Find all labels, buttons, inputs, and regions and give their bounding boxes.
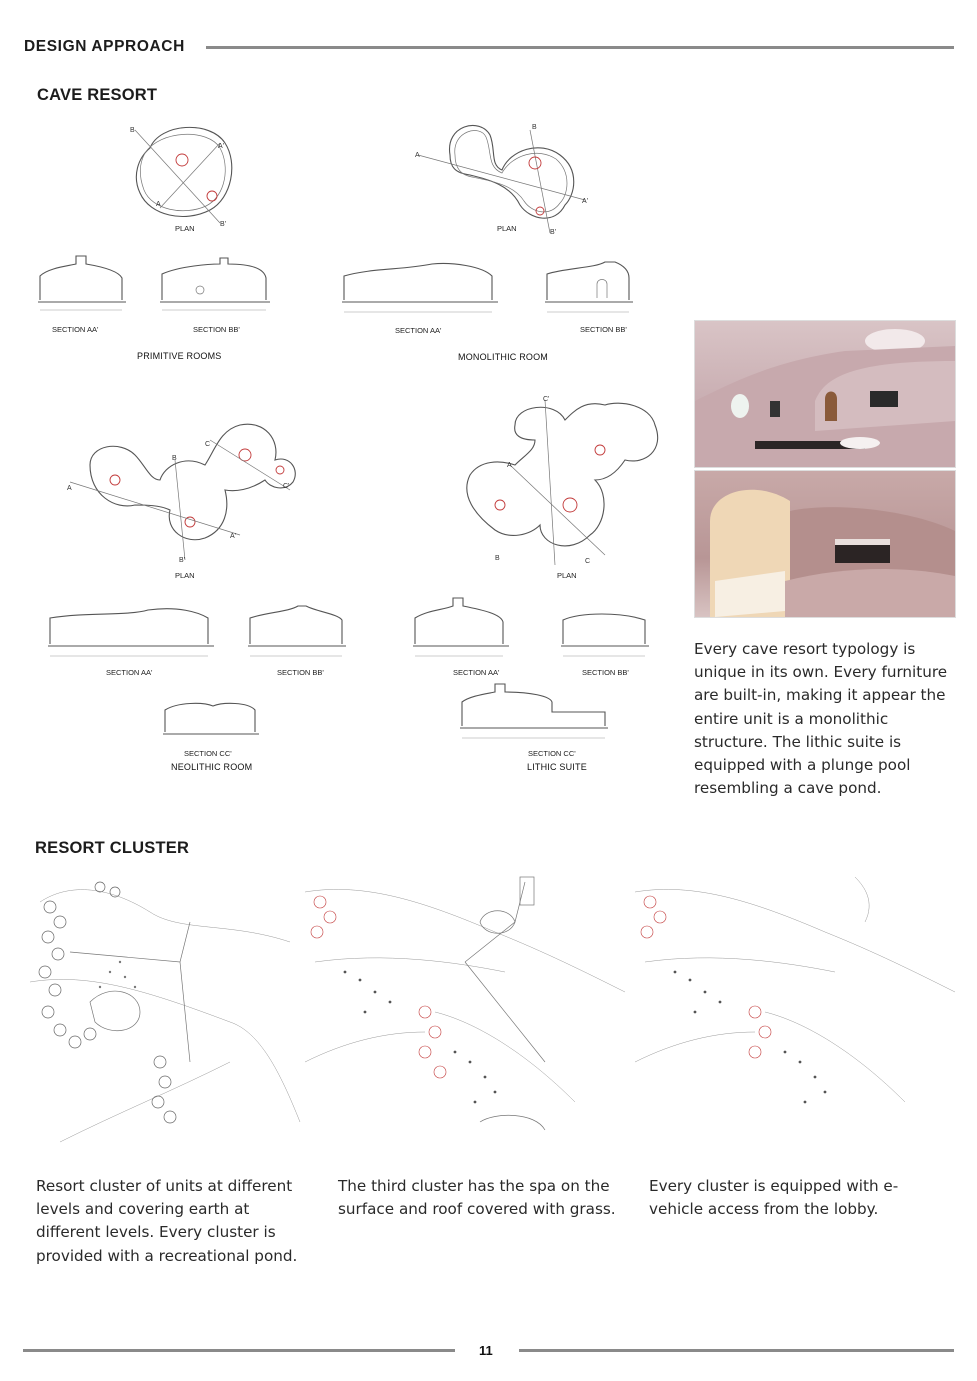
neolithic-section-bb-label: SECTION BB': [277, 668, 324, 677]
cluster-caption-2: The third cluster has the spa on the surface and roof covered with grass.: [338, 1177, 616, 1219]
neolithic-section-aa-drawing: [48, 602, 218, 664]
neolithic-section-bb-drawing: [248, 602, 348, 664]
cluster-site-plan-2: [305, 862, 625, 1152]
primitive-rooms-plan-drawing: [120, 118, 250, 228]
cluster-caption-3: Every cluster is equipped with e-vehicle access from the lobby.: [649, 1177, 899, 1219]
monolithic-section-aa-label: SECTION AA': [395, 326, 442, 335]
cave-resort-title: CAVE RESORT: [37, 86, 158, 104]
svg-text:B: B: [532, 124, 537, 131]
resort-cluster-title: RESORT CLUSTER: [35, 839, 190, 857]
primitive-section-aa-label: SECTION AA': [52, 325, 99, 334]
svg-text:A': A': [582, 198, 589, 205]
svg-text:B: B: [495, 555, 500, 562]
lithic-plan-label: PLAN: [557, 571, 577, 580]
svg-text:C: C: [205, 441, 211, 448]
lithic-suite-label: LITHIC SUITE: [527, 762, 587, 772]
footer-rule-right: [519, 1349, 954, 1352]
svg-text:A: A: [67, 485, 72, 492]
lithic-section-aa-drawing: [413, 596, 513, 666]
interior-render-living: [694, 320, 956, 468]
svg-text:C': C': [543, 396, 550, 403]
lithic-section-bb-drawing: [561, 604, 651, 664]
svg-text:C': C': [283, 483, 290, 490]
lithic-section-aa-label: SECTION AA': [453, 668, 500, 677]
cluster-site-plan-1: [30, 862, 300, 1152]
lithic-section-cc-drawing: [460, 682, 610, 746]
neolithic-section-cc-drawing: [163, 696, 263, 746]
monolithic-plan-label: PLAN: [497, 224, 517, 233]
neolithic-room-label: NEOLITHIC ROOM: [171, 762, 253, 772]
monolithic-section-aa-drawing: [342, 258, 502, 320]
interior-render-bedroom: [694, 470, 956, 618]
monolithic-section-bb-label: SECTION BB': [580, 325, 627, 334]
svg-text:B: B: [172, 455, 177, 462]
svg-text:B': B': [220, 221, 227, 228]
lithic-section-cc-label: SECTION CC': [528, 749, 576, 758]
neolithic-section-aa-label: SECTION AA': [106, 668, 153, 677]
header-rule: [206, 46, 954, 49]
svg-text:A': A': [230, 533, 237, 540]
neolithic-section-cc-label: SECTION CC': [184, 749, 232, 758]
page-header-title: DESIGN APPROACH: [24, 38, 185, 55]
page-number: 11: [479, 1343, 493, 1358]
lithic-section-bb-label: SECTION BB': [582, 668, 629, 677]
svg-text:B': B': [179, 557, 186, 564]
svg-text:A: A: [507, 462, 512, 469]
svg-text:B: B: [130, 127, 135, 134]
svg-text:A: A: [156, 201, 161, 208]
lithic-suite-plan-drawing: [455, 395, 665, 575]
svg-text:B': B': [550, 229, 557, 236]
primitive-section-bb-label: SECTION BB': [193, 325, 240, 334]
neolithic-plan-label: PLAN: [175, 571, 195, 580]
primitive-section-bb-drawing: [160, 256, 272, 318]
svg-text:A': A': [218, 143, 225, 150]
svg-text:A: A: [415, 152, 420, 159]
primitive-rooms-label: PRIMITIVE ROOMS: [137, 351, 222, 361]
primitive-section-aa-drawing: [38, 256, 128, 318]
cluster-caption-1: Resort cluster of units at different levels and covering earth at different levels. Every cluster is provided with a recreational pond.: [36, 1177, 298, 1265]
monolithic-room-plan-drawing: [410, 115, 590, 235]
primitive-plan-label: PLAN: [175, 224, 195, 233]
cave-resort-description: Every cave resort typology is unique in its own. Every furniture are built-in, making it appear the entire unit is a monolithic structure. The lithic suite is equipped with a plunge pool resembling a cave pond.: [694, 640, 948, 798]
cluster-site-plan-3: [635, 862, 955, 1152]
neolithic-room-plan-drawing: [65, 410, 305, 570]
svg-text:C: C: [585, 558, 591, 565]
monolithic-room-label: MONOLITHIC ROOM: [458, 352, 548, 362]
monolithic-section-bb-drawing: [545, 258, 635, 320]
footer-rule-left: [23, 1349, 455, 1352]
